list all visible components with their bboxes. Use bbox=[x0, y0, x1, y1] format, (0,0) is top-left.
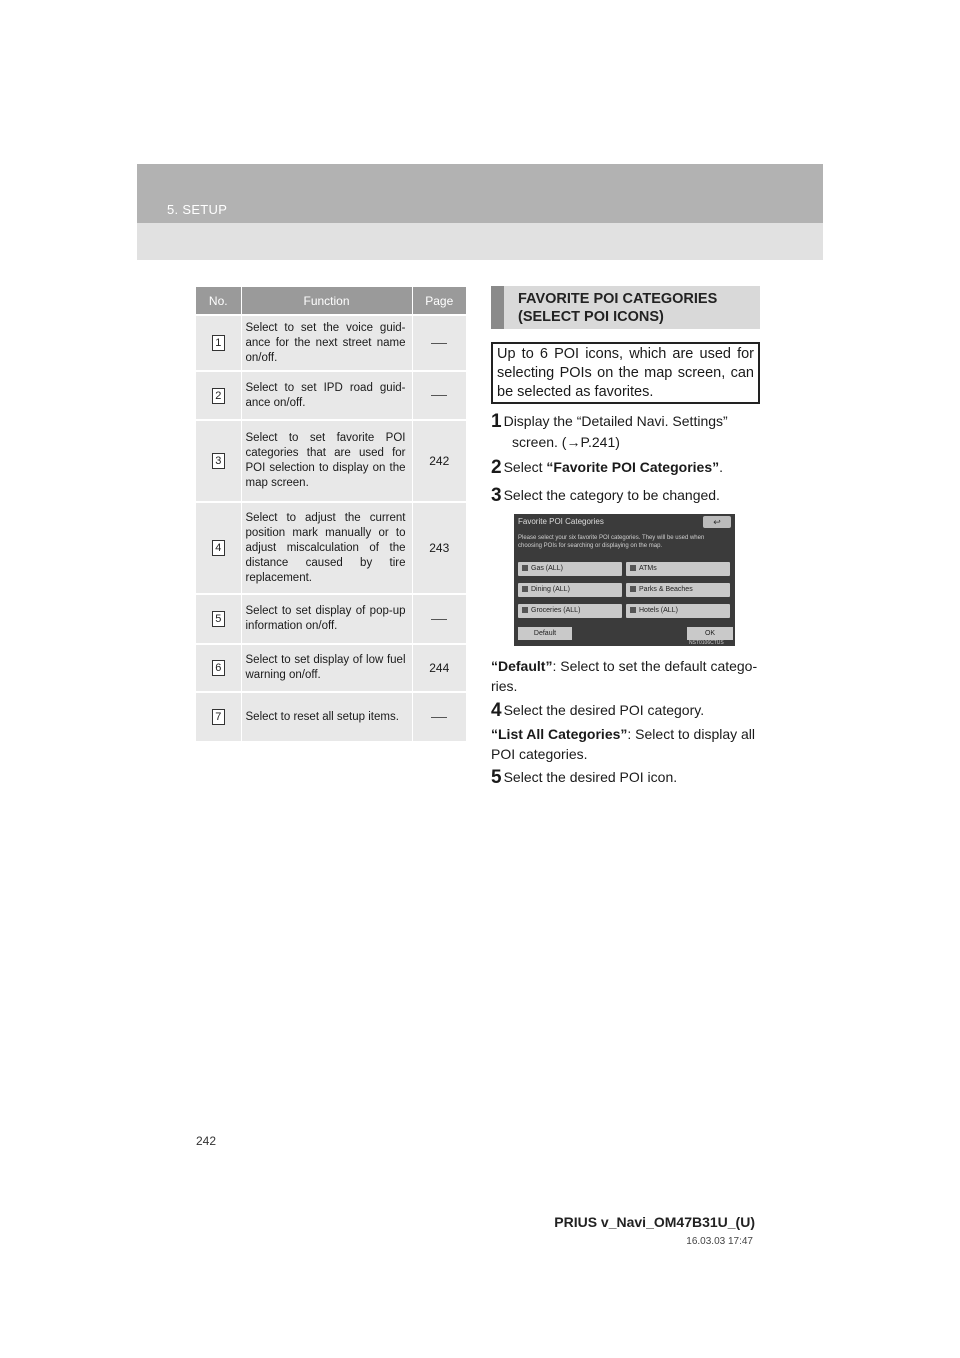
atm-icon bbox=[630, 565, 636, 571]
step-number: 3 bbox=[491, 485, 502, 506]
note-list-all bbox=[491, 724, 761, 764]
no-page-dash bbox=[431, 619, 447, 620]
step-number: 2 bbox=[491, 457, 502, 478]
function-cell: Select to set the voice guid-ance for the next street name on/off. bbox=[241, 315, 412, 371]
footer-stamp: 16.03.03 17:47 bbox=[686, 1236, 753, 1247]
step-5 bbox=[491, 767, 677, 788]
column-header-no: No. bbox=[196, 287, 241, 315]
page-cell: 242 bbox=[412, 420, 466, 502]
step-text: Select the desired POI icon. bbox=[503, 769, 678, 785]
header-band bbox=[137, 164, 823, 260]
screen-title: Favorite POI Categories bbox=[518, 517, 604, 526]
step-3 bbox=[491, 485, 720, 506]
step-number: 1 bbox=[491, 411, 502, 432]
grocery-icon bbox=[522, 607, 528, 613]
page-cell: 243 bbox=[412, 502, 466, 594]
step-text: Select the desired POI category. bbox=[503, 702, 705, 718]
page-cell: 244 bbox=[412, 644, 466, 692]
table-row bbox=[196, 644, 466, 692]
step-text: Select bbox=[503, 459, 547, 475]
row-number-box: 3 bbox=[212, 453, 225, 469]
screen-image bbox=[514, 514, 735, 646]
section-heading-text: FAVORITE POI CATEGORIES (SELECT POI ICONS) bbox=[518, 291, 718, 325]
table-row bbox=[196, 371, 466, 420]
park-icon bbox=[630, 586, 636, 592]
note-default bbox=[491, 656, 761, 696]
step-2 bbox=[491, 457, 723, 478]
note-default-label: “Default” bbox=[491, 658, 553, 674]
note-list-all-text: : Select to display all POI categories. bbox=[491, 726, 756, 762]
column-header-page: Page bbox=[412, 287, 466, 315]
row-number-box: 4 bbox=[212, 540, 225, 556]
table-header-row bbox=[196, 287, 466, 315]
page-number: 242 bbox=[196, 1134, 217, 1148]
table-row bbox=[196, 315, 466, 371]
row-number-box: 1 bbox=[212, 335, 225, 351]
default-button[interactable]: Default bbox=[518, 627, 572, 640]
dining-icon bbox=[522, 586, 528, 592]
section-heading bbox=[491, 286, 760, 329]
category-button[interactable]: Groceries (ALL) bbox=[518, 604, 622, 618]
row-number-box: 6 bbox=[212, 660, 225, 676]
step-text: Select the category to be changed. bbox=[503, 487, 720, 503]
category-button[interactable]: Hotels (ALL) bbox=[626, 604, 730, 618]
section-label: 5. SETUP bbox=[167, 202, 228, 217]
function-cell: Select to adjust the current position mark manually or to adjust miscalculation of the distance caused by tire replacement. bbox=[241, 502, 412, 594]
category-button[interactable]: Dining (ALL) bbox=[518, 583, 622, 597]
no-page-dash bbox=[431, 343, 447, 344]
step-4 bbox=[491, 700, 704, 721]
note-list-all-label: “List All Categories” bbox=[491, 726, 628, 742]
table-row bbox=[196, 420, 466, 502]
table-row bbox=[196, 502, 466, 594]
screen-description: Please select your six favorite POI categories. They will be used when choosing POIs for searching or displaying on the map. bbox=[518, 535, 705, 549]
image-code: NST0106CTUS bbox=[689, 640, 724, 646]
column-header-function: Function bbox=[241, 287, 412, 315]
step-1 bbox=[491, 411, 761, 452]
table-row bbox=[196, 594, 466, 644]
step-number: 4 bbox=[491, 700, 502, 721]
header-dark-strip bbox=[137, 164, 823, 223]
function-cell: Select to set display of low fuel warning on/off. bbox=[241, 644, 412, 692]
category-button[interactable]: Gas (ALL) bbox=[518, 562, 622, 576]
note-default-text: : Select to set the default catego-ries. bbox=[491, 658, 758, 694]
gas-icon bbox=[522, 565, 528, 571]
no-page-dash bbox=[431, 395, 447, 396]
hotel-icon bbox=[630, 607, 636, 613]
ok-button[interactable]: OK bbox=[687, 627, 733, 640]
category-button[interactable]: ATMs bbox=[626, 562, 730, 576]
footer-title: PRIUS v_Navi_OM47B31U_(U) bbox=[554, 1214, 755, 1230]
function-cell: Select to set IPD road guid-ance on/off. bbox=[241, 371, 412, 420]
row-number-box: 5 bbox=[212, 611, 225, 627]
category-button[interactable]: Parks & Beaches bbox=[626, 583, 730, 597]
intro-box bbox=[491, 342, 760, 404]
row-number-box: 7 bbox=[212, 709, 225, 725]
step-text-continued: screen. (→P.241) bbox=[512, 434, 620, 450]
step-bold-text: “Favorite POI Categories” bbox=[546, 459, 720, 475]
intro-text: Up to 6 POI icons, which are used for selecting POIs on the map screen, can be selected as favorites. bbox=[497, 346, 754, 400]
function-cell: Select to set favorite POI categories that are used for POI selection to display on the map screen. bbox=[241, 420, 412, 502]
row-number-box: 2 bbox=[212, 388, 225, 404]
no-page-dash bbox=[431, 717, 447, 718]
step-text: Display the “Detailed Navi. Settings” bbox=[503, 413, 728, 429]
heading-accent-bar bbox=[491, 286, 504, 329]
back-button[interactable]: ↩ bbox=[703, 516, 731, 528]
step-number: 5 bbox=[491, 767, 502, 788]
step-text-end: . bbox=[719, 459, 723, 475]
function-cell: Select to set display of pop-up information on/off. bbox=[241, 594, 412, 644]
function-cell: Select to reset all setup items. bbox=[241, 692, 412, 741]
table-row bbox=[196, 692, 466, 741]
function-table bbox=[196, 287, 466, 741]
